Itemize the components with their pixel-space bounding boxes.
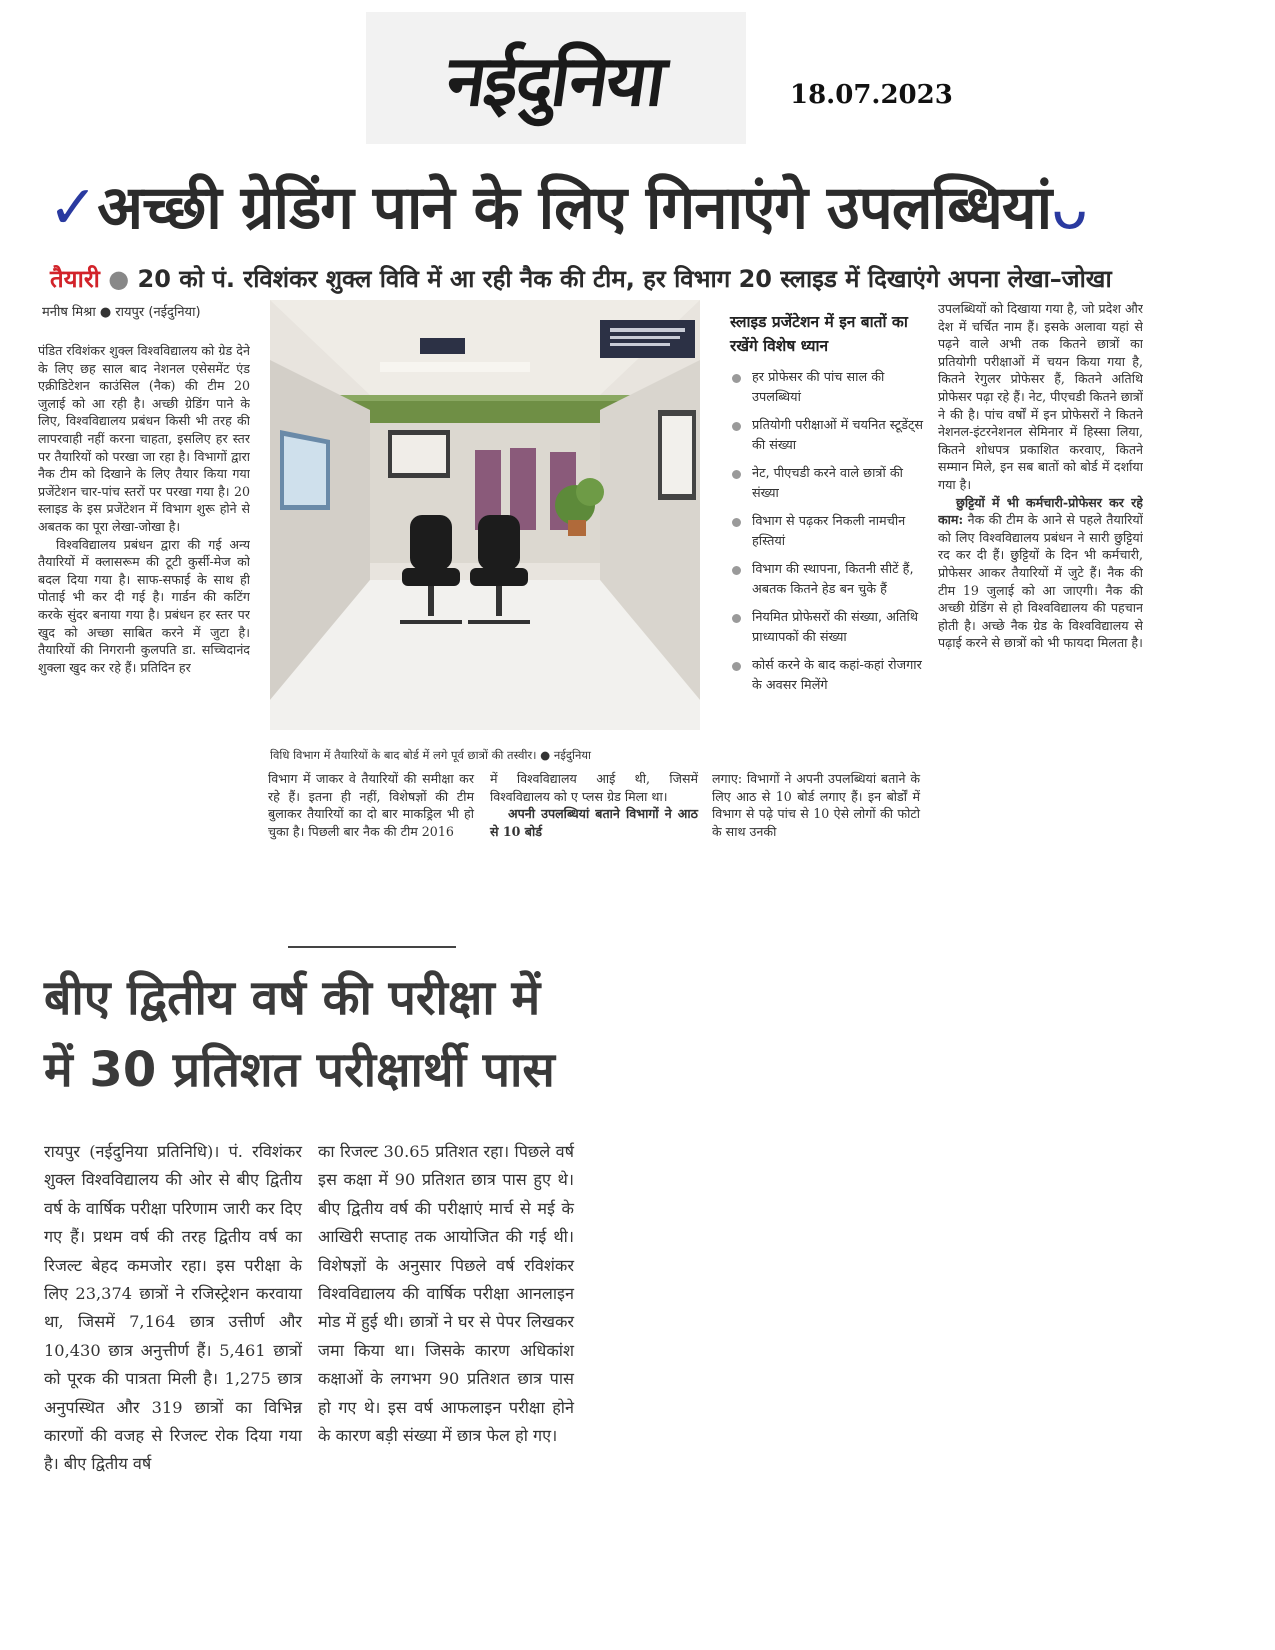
kicker-label: तैयारी xyxy=(50,265,100,293)
paragraph: उपलब्धियों को दिखाया गया है, जो प्रदेश और देश में चर्चित नाम हैं। इसके अलावा यहां से पढ़ने वाले अभी तक कितने छात्रों का प्रतियोगी परीक्षाओं में चयन किया गया है, कितने रेगुलर प्रोफेसर हैं, कितने अतिथि प्रोफेसर पढ़ा रहे हैं। नेट, पीएचडी कितने छात्रों ने की है। पांच वर्षों में इन प्रोफेसरों ने कितने नेशनल-इंटरनेशनल सेमिनार में हिस्सा लिया, कितने शोधपत्र प्रकाशित करवाए, कितने सम्मान मिले, इन सब बातों को बोर्ड में दर्शाया गया है। xyxy=(938,301,1143,492)
classroom-photo xyxy=(270,300,700,730)
subheadline-text: 20 को पं. रविशंकर शुक्ल विवि में आ रही नैक की टीम, हर विभाग 20 स्लाइड में दिखाएंगे अपना लेखा–जोखा xyxy=(137,265,1112,293)
list-item: कोर्स करने के बाद कहां-कहां रोजगार के अवसर मिलेंगे xyxy=(724,656,924,696)
masthead-logo: नईदुनिया xyxy=(441,40,670,122)
list-item: विभाग से पढ़कर निकली नामचीन हस्तियां xyxy=(724,512,924,552)
paragraph: लगाए: विभागों ने अपनी उपलब्धियां बताने के लिए आठ से 10 बोर्ड लगाए हैं। इन बोर्डों में विभाग से पढ़े पांच से 10 ऐसे लोगों की फोटो के साथ उनकी xyxy=(712,771,920,839)
paragraph: विभाग में जाकर वे तैयारियों की समीक्षा कर रहे हैं। इतना ही नहीं, विशेषज्ञों की टीम बुलाकर तैयारियों का दो बार माकड्रिल भी हो चुका है। पिछली बार नैक की टीम 2016 xyxy=(268,771,474,839)
headline-line-1: बीए द्वितीय वर्ष की परीक्षा में xyxy=(44,970,541,1026)
byline: मनीष मिश्रा ● रायपुर (नईदुनिया) xyxy=(42,305,201,320)
list-item: नेट, पीएचडी करने वाले छात्रों की संख्या xyxy=(724,464,924,504)
article-1-subheadline xyxy=(50,262,1112,295)
slide-presentation-box xyxy=(724,302,924,752)
check-mark-icon: ✓ xyxy=(48,173,98,243)
headline-text: अच्छी ग्रेडिंग पाने के लिए गिनाएंगे उपलब्धियां xyxy=(97,173,1052,243)
paragraph-text: नैक की टीम के आने से पहले तैयारियों को लिए विश्वविद्यालय प्रबंधन ने सारी छुट्टियां रद कर दी हैं। छुट्टियों के दिन भी कर्मचारी, प्रोफेसर आकर तैयारियों में जुटे हैं। नैक की टीम 19 जुलाई को आ जाएगी। नैक की अच्छी ग्रेडिंग से हो विश्वविद्यालय की पहचान होती है। अच्छे नैक ग्रेड के विश्वविद्यालय से पढ़ाई करने से छात्रों को भी फायदा मिलता है। xyxy=(938,512,1143,651)
article-2-column-2 xyxy=(318,1138,574,1450)
paragraph: विश्वविद्यालय प्रबंधन द्वारा की गई अन्य तैयारियों में क्लासरूम की टूटी कुर्सी-मेज को बदल दिया गया है। साफ-सफाई के साथ ही पोताई भी कर दी गई है। गार्डन की कटिंग करके सुंदर बनाया गया है। प्रबंधन हर स्तर पर खुद को अच्छा साबित करने में जुटा है। तैयारियों की निगरानी कुलपति डा. सच्चिदानंद शुक्ला खुद कर रहे हैं। प्रतिदिन हर xyxy=(38,536,250,675)
article-1-column-5 xyxy=(938,300,1143,870)
list-item: विभाग की स्थापना, कितनी सीटें हैं, अबतक कितने हेड बन चुके हैं xyxy=(724,560,924,600)
paragraph: पंडित रविशंकर शुक्ल विश्वविद्यालय को ग्रेड देने के लिए छह साल बाद नेशनल एसेसमेंट एंड एक्रीडिटेशन काउंसिल (नैक) की टीम 20 जुलाई को आ रही है। अच्छी ग्रेडिंग पाने के लिए, विश्वविद्यालय प्रबंधन किसी भी तरह की लापरवाही नहीं करना चाहता, इसलिए हर स्तर पर तैयारियों को परखा जा रहा है। विभागों द्वारा नैक टीम को दिखाने के लिए तैयार किया गया प्रजेंटेशन चार-पांच स्तरों पर परखा गया है। 20 स्लाइड के इस प्रजेंटेशन में विभाग शुरू होने से अबतक का पूरा लेखा-जोखा है। xyxy=(38,343,250,534)
paragraph: रायपुर (नईदुनिया प्रतिनिधि)। पं. रविशंकर शुक्ल विश्वविद्यालय की ओर से बीए द्वितीय वर्ष के वार्षिक परीक्षा परिणाम जारी कर दिए गए हैं। प्रथम वर्ष की तरह द्वितीय वर्ष का रिजल्ट बेहद कमजोर रहा। इस परीक्षा के लिए 23,374 छात्रों ने रजिस्ट्रेशन करवाया था, जिसमें 7,164 छात्र उत्तीर्ण और 10,430 छात्र अनुत्तीर्ण हैं। 5,461 छात्रों को पूरक की पात्रता मिली है। 1,275 छात्र अनुपस्थित और 319 छात्रों का विभिन्न कारणों की वजह से रिजल्ट रोक दिया गया है। बीए द्वितीय वर्ष xyxy=(44,1142,302,1474)
headline-line-2: में 30 प्रतिशत परीक्षार्थी पास xyxy=(44,1042,555,1098)
newspaper-masthead xyxy=(366,12,746,144)
subheading-lead: छुट्टियों में भी कर्मचारी-प्रोफेसर कर रहे काम: xyxy=(938,494,1143,528)
pen-mark-icon: ᴗ xyxy=(1051,173,1087,243)
article-2-column-1 xyxy=(44,1138,302,1479)
paragraph: का रिजल्ट 30.65 प्रतिशत रहा। पिछले वर्ष इस कक्षा में 90 प्रतिशत छात्र पास हुए थे। बीए द्वितीय वर्ष की परीक्षाएं मार्च से मई के आखिरी सप्ताह तक आयोजित की गई थी। विशेषज्ञों के अनुसार पिछले वर्ष रविशंकर विश्वविद्यालय की वार्षिक परीक्षा आनलाइन मोड में हुई थी। छात्रों ने घर से पेपर लिखकर जमा किया था। जिसके कारण अधिकांश कक्षाओं के लगभग 90 प्रतिशत छात्र पास हो गए थे। इस वर्ष आफलाइन परीक्षा होने के कारण बड़ी संख्या में छात्र फेल हो गए। xyxy=(318,1142,574,1446)
box-list xyxy=(724,368,924,696)
article-1-column-1 xyxy=(38,342,250,872)
article-1-headline xyxy=(48,168,1188,248)
classroom-illustration xyxy=(270,300,700,730)
article-1-column-2 xyxy=(268,770,474,840)
divider-line xyxy=(288,946,456,948)
article-1-column-3 xyxy=(490,770,698,840)
clipping-date: 18.07.2023 xyxy=(790,80,953,110)
box-title: स्लाइड प्रजेंटेशन में इन बातों का रखेंगे विशेष ध्यान xyxy=(730,313,908,355)
article-1-column-4 xyxy=(712,770,920,840)
list-item: प्रतियोगी परीक्षाओं में चयनित स्टूडेंट्स की संख्या xyxy=(724,416,924,456)
list-item: हर प्रोफेसर की पांच साल की उपलब्धियां xyxy=(724,368,924,408)
photo-caption: विधि विभाग में तैयारियों के बाद बोर्ड में लगे पूर्व छात्रों की तस्वीर। ● नईदुनिया xyxy=(270,748,591,762)
subheading-paragraph: अपनी उपलब्धियां बताने विभागों ने आठ से 10 बोर्ड xyxy=(490,806,698,839)
bullet-icon: ● xyxy=(108,265,130,293)
article-2-headline xyxy=(44,962,604,1106)
list-item: नियमित प्रोफेसरों की संख्या, अतिथि प्राध्यापकों की संख्या xyxy=(724,608,924,648)
paragraph: में विश्वविद्यालय आई थी, जिसमें विश्वविद्यालय को ए प्लस ग्रेड मिला था। xyxy=(490,771,698,804)
